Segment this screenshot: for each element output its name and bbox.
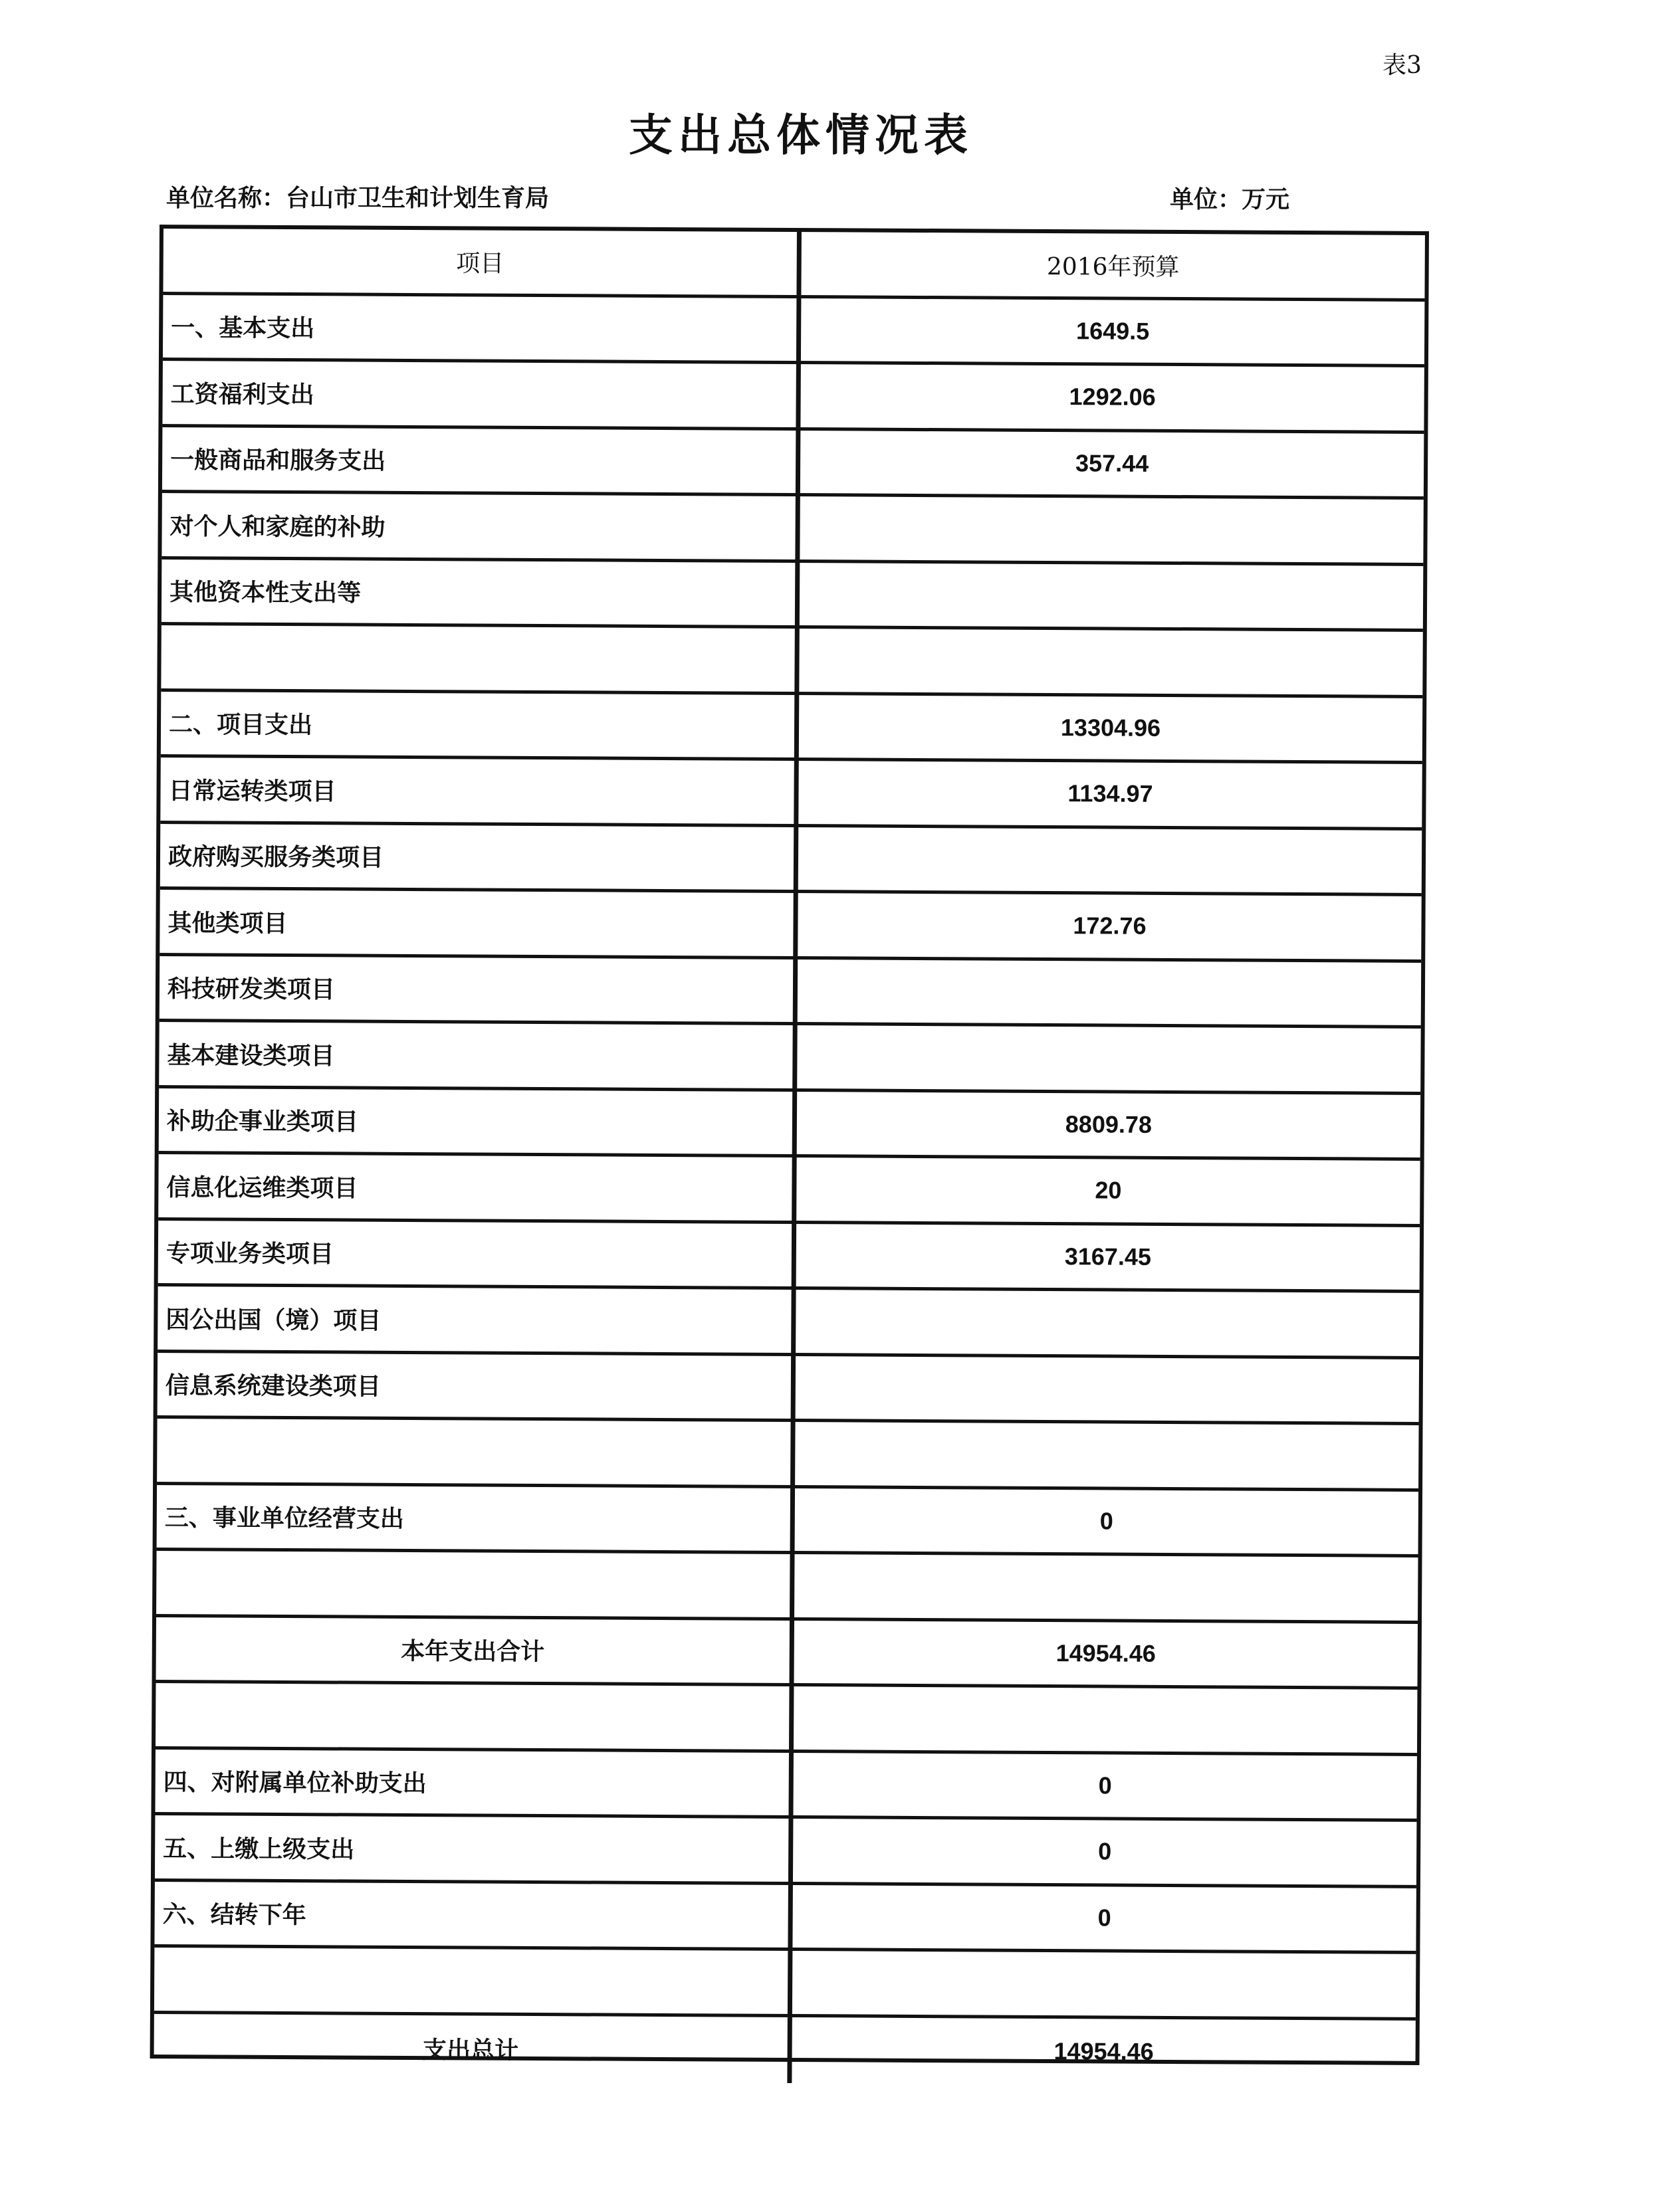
table-row	[157, 1419, 1418, 1491]
table-row	[160, 890, 1421, 962]
row-item-name: 支出总计	[154, 2013, 792, 2083]
unit-name-label: 单位名称：台山市卫生和计划生育局	[166, 185, 550, 212]
row-item-name: 日常运转类项目	[160, 757, 798, 824]
row-item-name: 政府购买服务类项目	[160, 824, 798, 890]
expenditure-table	[150, 225, 1429, 2065]
row-budget-value: 0	[1098, 1837, 1112, 1865]
row-budget-value: 1292.06	[1069, 383, 1156, 411]
header-item: 项目	[163, 229, 801, 295]
table-row	[154, 2013, 1415, 2086]
row-budget-value: 3167.45	[1064, 1242, 1152, 1270]
table-row	[154, 1948, 1416, 2020]
row-budget-value: 0	[1099, 1507, 1113, 1535]
table-row	[160, 824, 1422, 896]
table-row	[158, 1286, 1419, 1359]
row-budget-value: 1649.5	[1076, 316, 1150, 345]
table-row	[161, 625, 1422, 698]
row-item-name	[161, 625, 799, 692]
row-budget-value: 8809.78	[1065, 1110, 1153, 1138]
table-row	[162, 427, 1424, 500]
currency-unit-label: 单位：万元	[1170, 186, 1290, 213]
table-row	[158, 1221, 1420, 1293]
row-item-name: 五、上缴上级支出	[155, 1815, 793, 1882]
row-budget-value	[792, 1951, 1416, 2017]
row-budget-value: 13304.96	[1060, 713, 1161, 742]
table-row	[155, 1815, 1416, 1888]
row-budget-value	[800, 563, 1423, 629]
row-item-name: 信息系统建设类项目	[158, 1353, 796, 1419]
table-row	[157, 1485, 1418, 1558]
header-budget-2016: 2016年预算	[1046, 252, 1180, 281]
document-meta	[166, 174, 1309, 214]
row-item-name: 对个人和家庭的补助	[162, 493, 800, 559]
table-row	[162, 493, 1423, 565]
row-item-name	[157, 1419, 795, 1485]
row-item-name: 专项业务类项目	[158, 1221, 796, 1287]
row-item-name: 三、事业单位经营支出	[157, 1485, 795, 1552]
row-item-name	[154, 1948, 792, 2014]
row-item-name	[156, 1551, 794, 1617]
row-item-name: 其他资本性支出等	[162, 559, 800, 626]
row-item-name: 工资福利支出	[162, 361, 800, 427]
row-budget-value	[800, 496, 1423, 562]
table-row	[158, 1154, 1420, 1227]
table-row	[156, 1683, 1417, 1756]
row-item-name: 二、项目支出	[161, 692, 799, 758]
row-budget-value: 14954.46	[1055, 1639, 1156, 1667]
row-budget-value	[794, 1554, 1418, 1620]
table-header-row	[163, 229, 1424, 301]
row-budget-value: 357.44	[1075, 449, 1149, 477]
table-row	[160, 956, 1421, 1029]
row-item-name: 四、对附属单位补助支出	[155, 1750, 793, 1816]
row-budget-value	[796, 1290, 1419, 1356]
table-row	[158, 1353, 1419, 1425]
row-budget-value: 14954.46	[1053, 2037, 1154, 2066]
table-row	[159, 1088, 1420, 1161]
table-row	[154, 1881, 1416, 1954]
row-item-name: 因公出国（境）项目	[158, 1286, 796, 1353]
row-item-name: 其他类项目	[160, 890, 798, 956]
table-row	[161, 692, 1422, 764]
row-budget-value: 20	[1095, 1176, 1122, 1204]
table-row	[155, 1750, 1416, 1822]
row-budget-value	[794, 1686, 1417, 1752]
table-row	[163, 295, 1424, 367]
row-item-name: 一般商品和服务支出	[162, 427, 800, 494]
row-item-name: 本年支出合计	[156, 1617, 794, 1684]
row-item-name	[156, 1683, 794, 1750]
row-item-name: 一、基本支出	[163, 295, 801, 361]
table-row	[156, 1617, 1418, 1690]
row-budget-value	[798, 959, 1421, 1025]
row-budget-value	[797, 1025, 1420, 1091]
table-row	[156, 1551, 1418, 1623]
row-budget-value: 0	[1097, 1904, 1111, 1932]
row-budget-value: 1134.97	[1067, 779, 1153, 808]
table-row	[159, 1022, 1420, 1094]
table-row	[160, 757, 1422, 830]
row-item-name: 信息化运维类项目	[158, 1154, 796, 1221]
page-title: 支出总体情况表	[629, 109, 973, 161]
table-number: 表3	[1382, 52, 1422, 79]
row-item-name: 六、结转下年	[154, 1881, 792, 1948]
table-row	[162, 361, 1424, 433]
row-budget-value: 172.76	[1073, 912, 1147, 940]
row-item-name: 基本建设类项目	[159, 1022, 797, 1088]
row-budget-value: 0	[1098, 1771, 1112, 1799]
row-budget-value	[799, 629, 1422, 694]
row-budget-value	[795, 1422, 1418, 1488]
row-budget-value	[798, 827, 1422, 893]
row-item-name: 科技研发类项目	[160, 956, 798, 1023]
row-budget-value	[796, 1356, 1419, 1422]
row-item-name: 补助企事业类项目	[159, 1088, 797, 1155]
table-row	[162, 559, 1423, 632]
